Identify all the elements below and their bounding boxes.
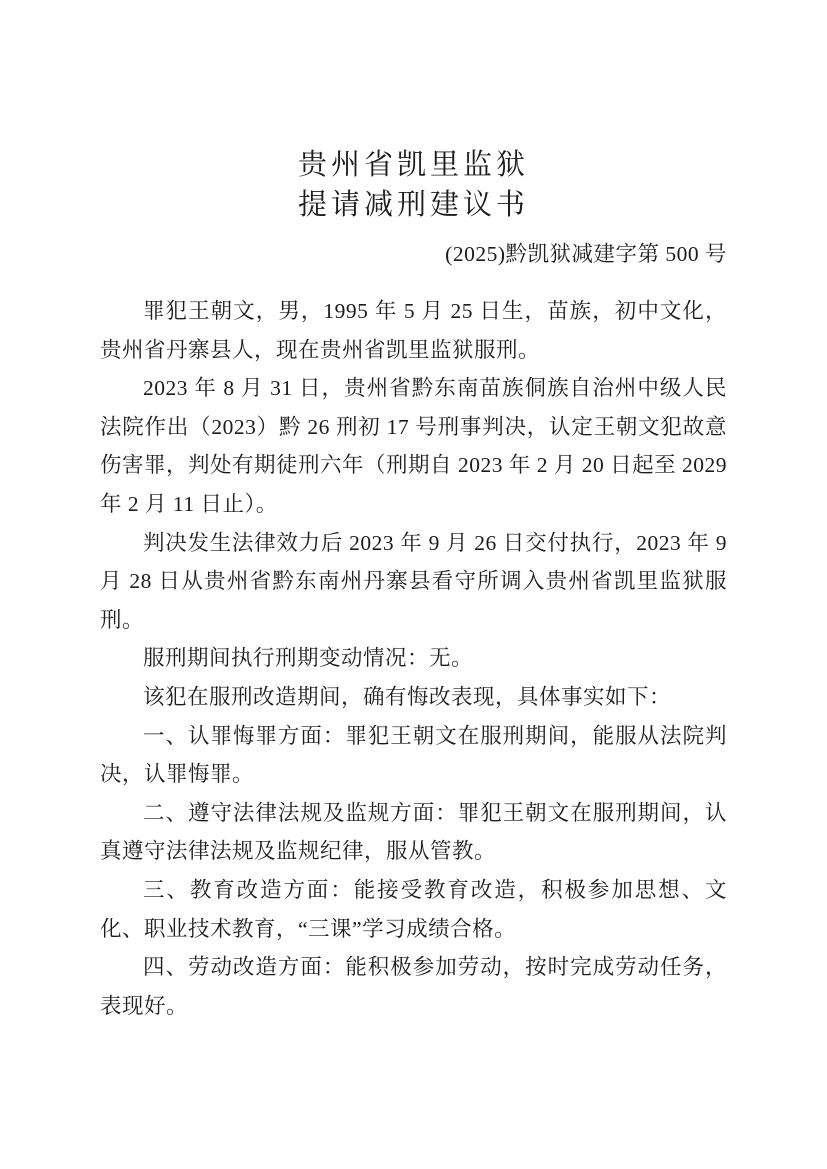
paragraph: 该犯在服刑改造期间，确有悔改表现，具体事实如下：: [143, 684, 672, 709]
paragraph: 服刑期间执行刑期变动情况：无。: [143, 646, 474, 671]
document-number: (2025)黔凯狱减建字第 500 号: [445, 242, 727, 266]
document-content: [100, 0, 727, 1025]
paragraph: 三、教育改造方面：能接受教育改造，积极参加思想、文化、职业技术教育，“三课”学习成绩合格。: [100, 877, 727, 941]
paragraph: 罪犯王朝文，男，1995 年 5 月 25 日生，苗族，初中文化，贵州省丹寨县人，现在贵州省凯里监狱服刑。: [100, 299, 727, 362]
paragraph: 2023 年 8 月 31 日，贵州省黔东南苗族侗族自治州中级人民法院作出（2023）黔 26 刑初 17 号刑事判决，认定王朝文犯故意伤害罪，判处有期徒刑六年（刑期自 2023 年 2 月 20 日起至 2029 年 2 月 11 日止）。: [100, 376, 727, 516]
title-line-2: 提请减刑建议书: [297, 189, 529, 221]
paragraph: 判决发生法律效力后 2023 年 9 月 26 日交付执行，2023 年 9 月 28 日从贵州省黔东南州丹寨县看守所调入贵州省凯里监狱服刑。: [100, 530, 727, 632]
paragraph: 二、遵守法律法规及监规方面：罪犯王朝文在服刑期间，认真遵守法律法规及监规纪律，服从管教。: [100, 800, 727, 864]
document-title: [100, 145, 727, 225]
paragraph: 一、认罪悔罪方面：罪犯王朝文在服刑期间，能服从法院判决，认罪悔罪。: [100, 723, 727, 787]
paragraph: 四、劳动改造方面：能积极参加劳动，按时完成劳动任务，表现好。: [100, 955, 727, 1018]
title-line-1: 贵州省凯里监狱: [297, 149, 529, 181]
document-body: [100, 292, 727, 1025]
